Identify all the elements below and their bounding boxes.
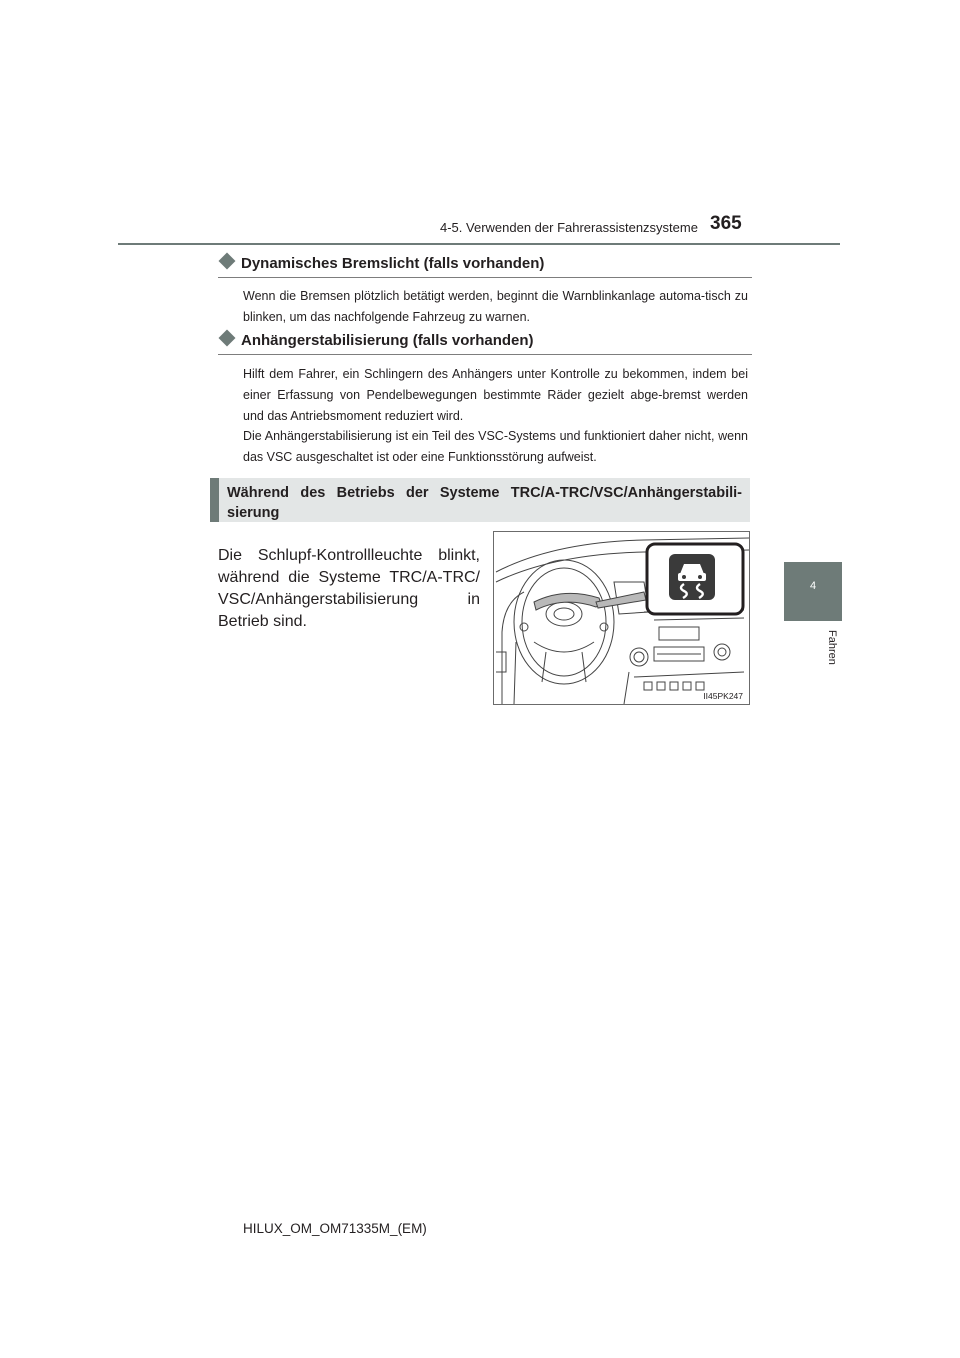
dashboard-illustration — [494, 532, 750, 705]
body-text: Die Schlupf-Kontrollleuchte blinkt, während die Systeme TRC/A-TRC/ VSC/Anhängerstabilisierung in Betrieb sind. — [218, 547, 480, 630]
chapter-tab-number: 4 — [809, 580, 817, 592]
dashboard-figure — [493, 531, 750, 705]
diamond-bullet-icon — [219, 253, 236, 270]
footer-document-code: HILUX_OM_OM71335M_(EM) — [243, 1221, 427, 1236]
slip-indicator-icon — [669, 554, 715, 600]
figure-code: II45PK247 — [703, 691, 743, 701]
chapter-tab-label: Fahren — [826, 630, 838, 665]
section-heading-brake-light — [218, 255, 752, 278]
section-heading-text: Anhängerstabilisierung (falls vorhanden) — [241, 332, 534, 349]
header-title: 4-5. Verwenden der Fahrerassistenzsysteme — [440, 220, 698, 235]
paragraph-brake-light: Wenn die Bremsen plötzlich betätigt werden, beginnt die Warnblinkanlage automa-tisch zu blinken, um das nachfolgende Fahrzeug zu warnen. — [243, 289, 748, 324]
paragraph-trailer-stability-1: Hilft dem Fahrer, ein Schlingern des Anhängers unter Kontrolle zu bekommen, indem bei einer Erfassung von Pendelbewegungen bestimmte Räder gezielt abge-bremst werden und das Antriebsmoment reduziert wird. — [243, 367, 748, 423]
section-heading-text: Dynamisches Bremslicht (falls vorhanden) — [241, 255, 545, 272]
diamond-bullet-icon — [219, 330, 236, 347]
chapter-tab[interactable] — [784, 562, 842, 621]
box-heading: Während des Betriebs der Systeme TRC/A-TRC/VSC/Anhängerstabili-sierung — [210, 478, 750, 522]
page-number: 365 — [710, 213, 742, 234]
paragraph-trailer-stability-2: Die Anhängerstabilisierung ist ein Teil des VSC-Systems und funktioniert daher nicht, wenn das VSC ausgeschaltet ist oder eine Funktionsstörung aufweist. — [243, 429, 748, 464]
header-rule — [118, 243, 840, 245]
section-heading-trailer-stability — [218, 332, 752, 355]
